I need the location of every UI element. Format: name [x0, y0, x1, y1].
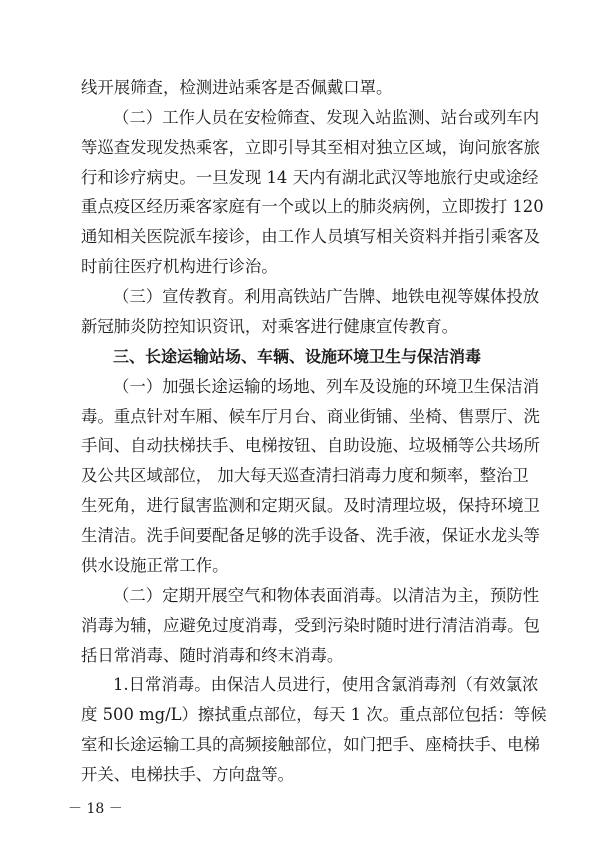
- text-line: 行和诊疗病史。一旦发现 14 天内有湖北武汉等地旅行史或途经: [81, 168, 539, 187]
- text-line: 1.日常消毒。由保洁人员进行，使用含氯消毒剂（有效氯浓: [113, 675, 539, 694]
- text-line: 生死角，进行鼠害监测和定期灭鼠。及时清理垃圾，保持环境卫: [81, 496, 540, 515]
- text-line: 室和长途运输工具的高频接触部位，如门把手、座椅扶手、电梯: [81, 735, 540, 754]
- text-line: 通知相关医院派车接诊，由工作人员填写相关资料并指引乘客及: [81, 227, 540, 246]
- text-line: （二）定期开展空气和物体表面消毒。以清洁为主，预防性: [113, 586, 540, 605]
- text-line: 重点疫区经历乘客家庭有一个或以上的肺炎病例，立即拨打 120: [81, 197, 544, 216]
- text-line: 度 500 mg/L）擦拭重点部位，每天 1 次。重点部位包括：等候: [81, 705, 547, 724]
- text-line: 供水设施正常工作。: [81, 556, 229, 575]
- text-line: 线开展筛查，检测进站乘客是否佩戴口罩。: [81, 78, 393, 97]
- text-line: 及公共区域部位， 加大每天巡查清扫消毒力度和频率，整治卫: [81, 466, 529, 485]
- text-line: 时前往医疗机构进行诊治。: [81, 257, 278, 276]
- text-line: 开关、电梯扶手、方向盘等。: [81, 765, 295, 784]
- page-number: － 18 －: [68, 801, 123, 817]
- text-line: 等巡查发现发热乘客，立即引导其至相对独立区域，询问旅客旅: [81, 138, 540, 157]
- text-line: 括日常消毒、随时消毒和终末消毒。: [81, 646, 344, 665]
- text-line: 新冠肺炎防控知识资讯，对乘客进行健康宣传教育。: [81, 317, 458, 336]
- text-line: 毒。重点针对车厢、候车厅月台、商业街铺、坐椅、售票厅、洗: [81, 407, 540, 426]
- text-line: 生清洁。洗手间要配备足够的洗手设备、洗手液，保证水龙头等: [81, 526, 540, 545]
- text-line: 消毒为辅，应避免过度消毒，受到污染时随时进行清洁消毒。包: [81, 616, 540, 635]
- section-heading: 三、长途运输站场、车辆、设施环境卫生与保洁消毒: [113, 347, 482, 366]
- text-line: （一）加强长途运输的场地、列车及设施的环境卫生保洁消: [113, 377, 540, 396]
- text-line: （三）宣传教育。利用高铁站广告牌、地铁电视等媒体投放: [113, 287, 540, 306]
- text-line: （二）工作人员在安检筛查、发现入站监测、站台或列车内: [113, 108, 540, 127]
- text-line: 手间、自动扶梯扶手、电梯按钮、自助设施、垃圾桶等公共场所: [81, 436, 540, 455]
